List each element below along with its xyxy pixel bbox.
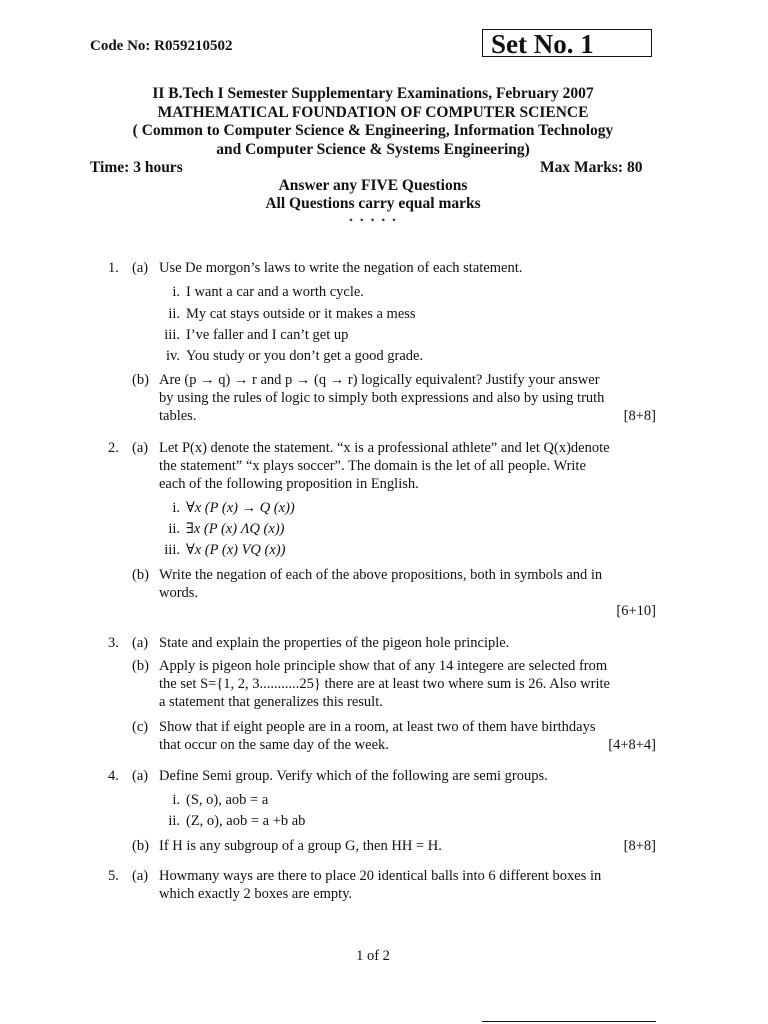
question-1-number: 1. (108, 260, 119, 276)
q3-part-c-label: (c) (132, 719, 149, 735)
page-number: 1 of 2 (356, 948, 390, 964)
q2-item-number: iii. (164, 542, 180, 558)
q2-item-number: ii. (168, 521, 180, 537)
question-2-number: 2. (108, 440, 119, 456)
stars-divider: ⋆ ⋆ ⋆ ⋆ ⋆ (347, 215, 399, 226)
q3-part-b-line-1: Apply is pigeon hole principle show that of any 14 integere are selected from (159, 658, 608, 674)
q4-part-a-text: Define Semi group. Verify which of the following are semi groups. (159, 768, 548, 784)
q4-part-b-label: (b) (132, 838, 149, 854)
q1-marks: [8+8] (623, 408, 656, 424)
q1-part-b-line-1: Are (p → q) → r and p → (q → r) logically equivalent? Justify your answer (159, 372, 600, 388)
q3-part-c-line-2: that occur on the same day of the week. (159, 737, 389, 753)
q3-marks: [4+8+4] (608, 737, 656, 753)
q4-item-text: (Z, o), aob = a +b ab (186, 813, 306, 829)
q3-part-b-line-2: the set S={1, 2, 3...........25} there are at least two where sum is 26. Also write (159, 676, 610, 692)
q1-part-b-line-3: tables. (159, 408, 197, 424)
q2-part-b-line-2: words. (159, 585, 199, 601)
question-4-number: 4. (108, 768, 119, 784)
q1-item-text: My cat stays outside or it makes a mess (186, 306, 416, 322)
q3-part-b-line-3: a statement that generalizes this result. (159, 694, 383, 710)
question-3-number: 3. (108, 635, 119, 651)
q1-item-text: You study or you don’t get a good grade. (186, 348, 424, 364)
exam-title: II B.Tech I Semester Supplementary Examinations, February 2007 (152, 85, 594, 102)
q3-part-a-text: State and explain the properties of the pigeon hole principle. (159, 635, 510, 651)
q5-part-a-label: (a) (132, 868, 149, 884)
instruction-2: All Questions carry equal marks (265, 195, 481, 212)
bottom-rule (482, 1021, 656, 1022)
q1-item-text: I want a car and a worth cycle. (186, 284, 364, 300)
q2-part-b-line-1: Write the negation of each of the above propositions, both in symbols and in (159, 567, 603, 583)
q2-part-b-label: (b) (132, 567, 149, 583)
q1-item-text: I’ve faller and I can’t get up (186, 327, 349, 343)
common-line-1: ( Common to Computer Science & Engineering, Information Technology (132, 122, 614, 139)
time-label: Time: 3 hours (90, 159, 183, 176)
q1-part-b-line-2: by using the rules of logic to simply both expressions and also by using truth (159, 390, 605, 406)
q4-item-number: i. (172, 792, 180, 808)
q3-part-a-label: (a) (132, 635, 149, 651)
q1-part-a-text: Use De morgon’s laws to write the negation of each statement. (159, 260, 523, 276)
question-5-number: 5. (108, 868, 119, 884)
q1-item-number: iv. (166, 348, 180, 364)
q3-part-c-line-1: Show that if eight people are in a room, at least two of them have birthdays (159, 719, 596, 735)
code-number: Code No: R059210502 (90, 38, 233, 54)
q2-part-a-line-2: the statement” “x plays soccer”. The domain is the let of all people. Write (159, 458, 586, 474)
q2-part-a-line-3: each of the following proposition in English. (159, 476, 419, 492)
q4-item-text: (S, o), aob = a (186, 792, 269, 808)
q1-part-b-label: (b) (132, 372, 149, 388)
q2-part-a-label: (a) (132, 440, 149, 456)
q1-item-number: i. (172, 284, 180, 300)
q4-part-b-text: If H is any subgroup of a group G, then HH = H. (159, 838, 442, 854)
q1-part-a-label: (a) (132, 260, 149, 276)
max-marks-label: Max Marks: 80 (540, 159, 643, 176)
q5-part-a-line-1: Howmany ways are there to place 20 identical balls into 6 different boxes in (159, 868, 602, 884)
common-line-2: and Computer Science & Systems Engineering) (216, 141, 530, 158)
q5-part-a-line-2: which exactly 2 boxes are empty. (159, 886, 353, 902)
q3-part-b-label: (b) (132, 658, 149, 674)
q4-part-a-label: (a) (132, 768, 149, 784)
q2-item-formula: ∀x (P (x) → Q (x)) (186, 500, 295, 516)
q2-part-a-line-1: Let P(x) denote the statement. “x is a professional athlete” and let Q(x)denote (159, 440, 610, 456)
q2-item-formula: ∀x (P (x) VQ (x)) (186, 542, 286, 558)
set-number-box: Set No. 1 (482, 29, 652, 57)
instruction-1: Answer any FIVE Questions (278, 177, 468, 194)
subject-title: MATHEMATICAL FOUNDATION OF COMPUTER SCIENCE (157, 104, 589, 121)
q1-item-number: ii. (168, 306, 180, 322)
q4-marks: [8+8] (623, 838, 656, 854)
q2-item-number: i. (172, 500, 180, 516)
q1-item-number: iii. (164, 327, 180, 343)
q4-item-number: ii. (168, 813, 180, 829)
q2-marks: [6+10] (616, 603, 656, 619)
q2-item-formula: ∃x (P (x) ΛQ (x)) (186, 521, 285, 537)
